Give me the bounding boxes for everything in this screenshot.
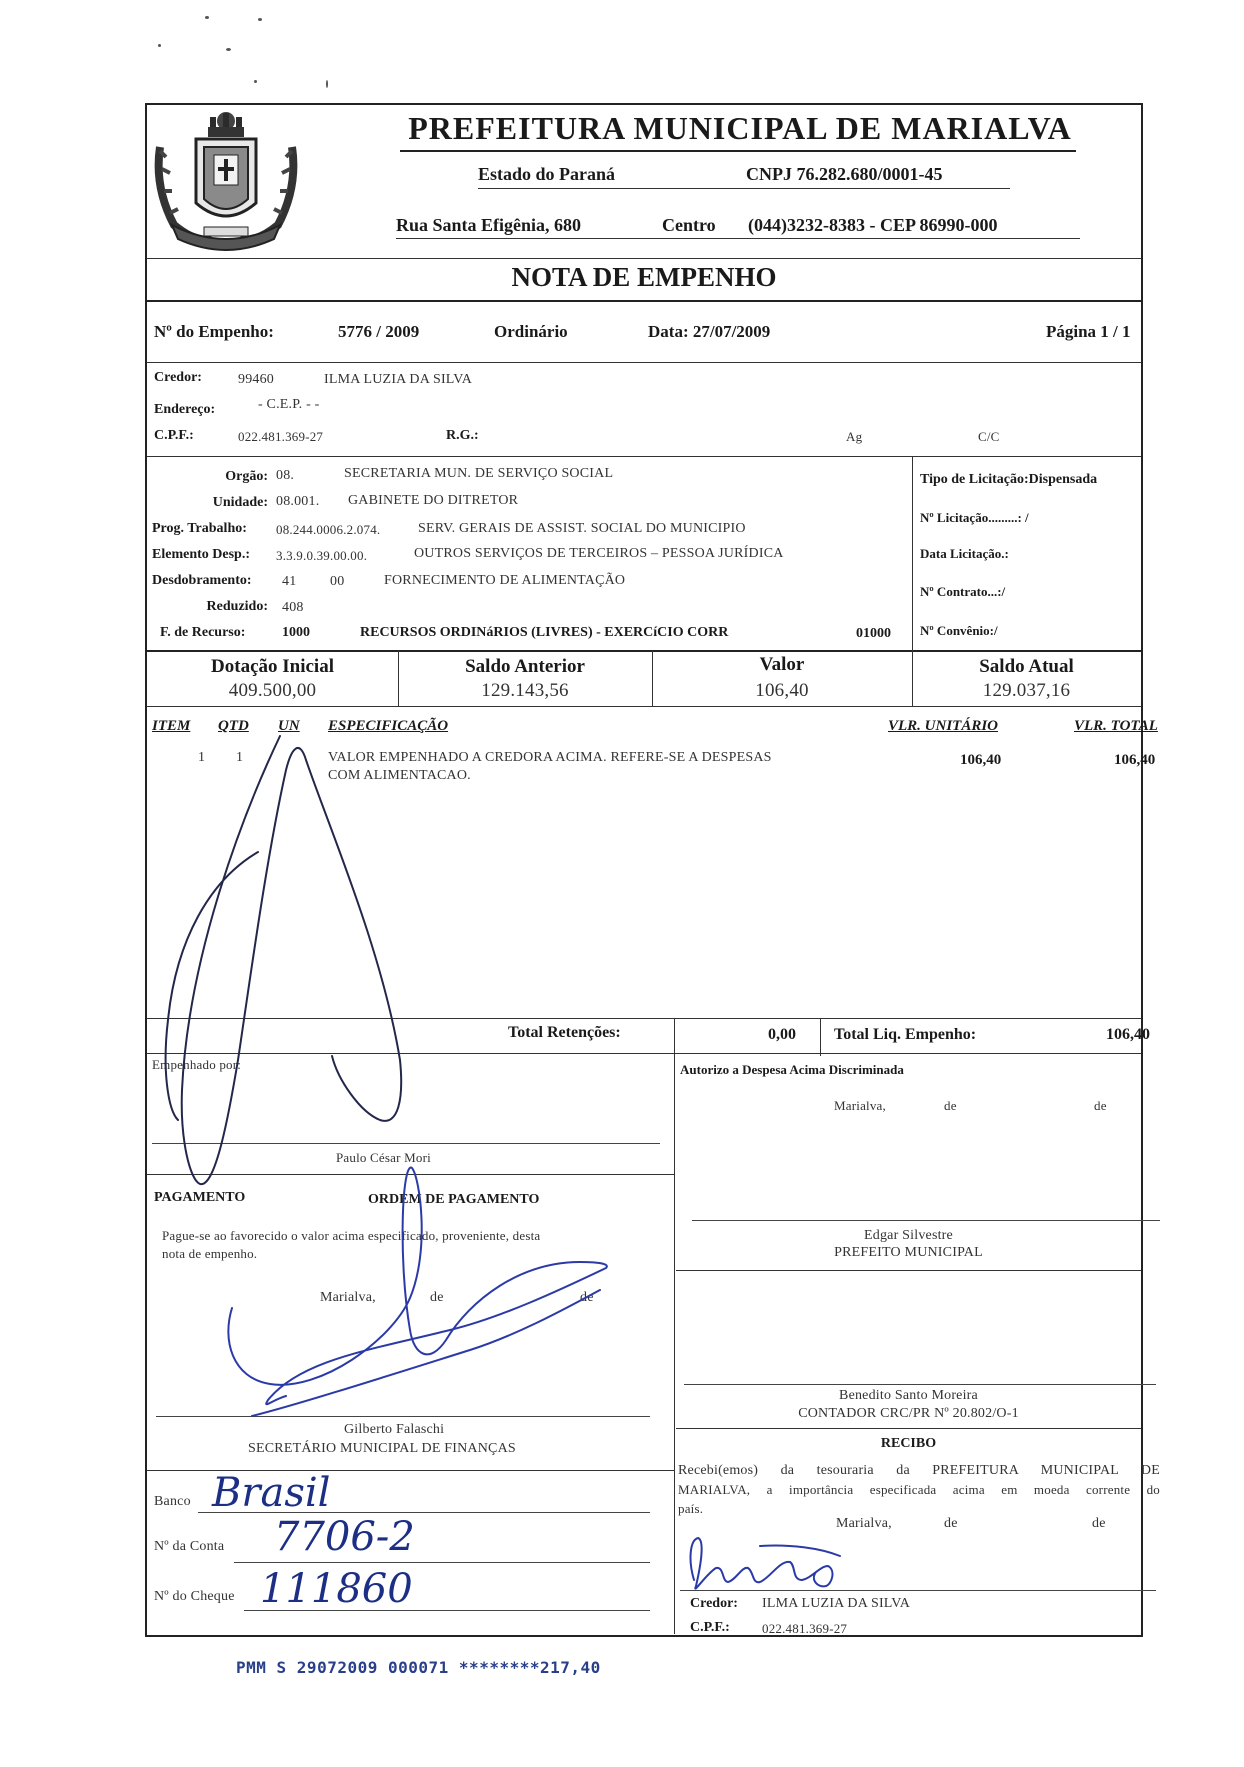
elemento-code: 3.3.9.0.39.00.00. [276,548,368,563]
numero-contrato: Nº Contrato...:/ [920,584,1006,599]
fonte-recurso-extra: 01000 [856,626,891,641]
autorizo-city: Marialva, [834,1098,886,1113]
empenhado-por-label: Empenhado por: [152,1057,242,1072]
cheque-label: Nº do Cheque [154,1589,235,1604]
credor-code: 99460 [238,372,274,387]
scan-speck [326,80,328,88]
totals-divider [674,1018,675,1056]
empenho-number-label: Nº do Empenho: [154,322,274,341]
recibo-de2: de [1092,1516,1106,1531]
items-divider [147,1018,1141,1019]
row-desc-line2: COM ALIMENTACAO. [328,768,471,783]
total-liquido-label: Total Liq. Empenho: [834,1026,977,1043]
elemento-desc: OUTROS SERVIÇOS DE TERCEIROS – PESSOA JURÍDICA [414,546,784,561]
address-street: Rua Santa Efigênia, 680 [396,215,582,235]
row-item: 1 [198,750,206,765]
tipo-licitacao [920,472,1097,488]
dotacao-value: 409.500,00 [228,680,317,701]
signature-col-divider [674,1056,675,1634]
autorizo-de1: de [944,1098,957,1113]
valor-label: Valor [759,654,805,675]
banco-line [198,1512,650,1513]
row-valor-total: 106,40 [1114,752,1156,768]
contador-role: CONTADOR CRC/PR Nº 20.802/O-1 [798,1406,1019,1421]
prefeito-role: PREFEITO MUNICIPAL [834,1245,983,1260]
cheque-value: 111860 [260,1566,413,1612]
col-un: UN [278,718,300,734]
empenhado-por-name: Paulo César Mori [336,1150,431,1165]
recibo-de1: de [944,1516,958,1531]
pagamento-text-line2: nota de empenho. [162,1246,258,1261]
contador-signature-line [684,1384,1156,1385]
processing-stamp: PMM S 29072009 000071 ********217,40 [236,1658,601,1677]
empenho-date: Data: 27/07/2009 [648,322,771,341]
scan-speck [226,48,231,51]
scan-speck [205,16,209,19]
recibo-title: RECIBO [880,1436,937,1451]
prefeito-name: Edgar Silvestre [864,1228,953,1243]
account-label: C/C [978,429,1000,444]
pagamento-de2: de [580,1290,594,1305]
saldo-atual-label: Saldo Atual [979,656,1074,677]
values-divider [147,706,1141,707]
endereco-value: - C.E.P. - - [258,397,320,412]
recibo-credor-name: ILMA LUZIA DA SILVA [762,1596,911,1611]
scan-speck [254,80,257,83]
total-retencoes-value: 0,00 [768,1026,796,1043]
unidade-code: 08.001. [276,494,320,509]
empenhado-signature-line [152,1143,660,1144]
contador-name: Benedito Santo Moreira [839,1388,978,1403]
desdobramento-sub: 00 [330,574,345,589]
state-name: Estado do Paraná [478,164,616,184]
recibo-text-line1: Recebi(emos) da tesouraria da PREFEITURA MUNICIPAL DE [678,1463,1160,1478]
elemento-label: Elemento Desp.: [152,547,250,562]
ordem-pagamento-label: ORDEM DE PAGAMENTO [368,1192,540,1207]
pagamento-label: PAGAMENTO [154,1190,246,1205]
address-underline [396,238,1080,239]
endereco-label: Endereço: [154,402,216,417]
unidade-desc: GABINETE DO DITRETOR [348,493,519,508]
reduzido-value: 408 [282,600,304,615]
col-qtd: QTD [218,718,249,734]
page-indicator: Página 1 / 1 [1046,322,1131,341]
row-desc-line1: VALOR EMPENHADO A CREDORA ACIMA. REFERE-SE A DESPESAS [328,750,772,765]
empenho-type: Ordinário [494,322,568,341]
recibo-cpf-label: C.P.F.: [690,1620,730,1635]
total-retencoes-label: Total Retenções: [508,1024,621,1041]
prefeitura-title: PREFEITURA MUNICIPAL DE MARIALVA [408,110,1072,146]
col-especificacao: ESPECIFICAÇÃO [328,718,449,734]
conta-value: 7706-2 [274,1514,415,1560]
tipo-licitacao-text: Tipo de Licitação:Dispensada [920,472,1098,487]
totals-bottom-line [147,1053,1141,1054]
empenho-number: 5776 / 2009 [338,322,420,341]
fonte-recurso-label: F. de Recurso: [160,625,246,640]
secretario-name: Gilberto Falaschi [344,1422,445,1437]
pagamento-de1: de [430,1290,444,1305]
licitacao-divider [912,456,913,650]
pagamento-text-line1: Pague-se ao favorecido o valor acima especificado, proveniente, desta [162,1228,541,1243]
address-district: Centro [662,215,716,235]
agency-label: Ag [846,429,863,444]
recibo-signature-line [680,1590,1156,1591]
banco-label: Banco [154,1494,191,1509]
dotacao-label: Dotação Inicial [211,656,334,677]
col-item: ITEM [152,718,191,734]
empenho-divider [147,362,1141,363]
col-valor-total: VLR. TOTAL [1074,718,1158,734]
orgao-desc: SECRETARIA MUN. DE SERVIÇO SOCIAL [344,466,614,481]
recibo-cpf-value: 022.481.369-27 [762,1621,848,1636]
desdobramento-code: 41 [282,574,297,589]
col-valor-unitario: VLR. UNITÁRIO [888,718,999,734]
conta-label: Nº da Conta [154,1539,225,1554]
recibo-text-line2: MARIALVA, a importância especificada acima em moeda corrente do [678,1482,1160,1497]
cpf-label: C.P.F.: [154,428,194,443]
credor-name: ILMA LUZIA DA SILVA [324,372,473,387]
autorizo-signature-line [692,1220,1160,1221]
banco-value: Brasil [212,1470,331,1516]
total-liquido-value: 106,40 [1106,1026,1150,1043]
credor-label: Credor: [154,370,202,385]
municipal-coat-of-arms [152,107,300,257]
reduzido-label: Reduzido: [206,599,268,614]
address-phone-cep: (044)3232-8383 - CEP 86990-000 [748,215,998,235]
cpf-value: 022.481.369-27 [238,429,324,444]
prog-trabalho-label: Prog. Trabalho: [152,521,247,536]
scan-speck [258,18,262,21]
classificacao-divider [147,650,1141,652]
pagamento-city: Marialva, [320,1290,376,1305]
secretario-role: SECRETÁRIO MUNICIPAL DE FINANÇAS [248,1441,516,1456]
conta-line [234,1562,650,1563]
desdobramento-label: Desdobramento: [152,573,252,588]
state-underline [478,188,1010,189]
valor-value: 106,40 [755,680,809,701]
autorizo-divider [676,1270,1141,1271]
header-divider [147,258,1141,259]
fonte-recurso-code: 1000 [282,625,310,640]
numero-licitacao: Nº Licitação.........: / [920,510,1029,525]
cheque-line [244,1610,650,1611]
scan-speck [158,44,161,47]
pagamento-signature-line [156,1416,650,1417]
autorizo-de2: de [1094,1098,1107,1113]
row-valor-unitario: 106,40 [960,752,1002,768]
empenhado-divider [147,1174,675,1175]
document-type-title: NOTA DE EMPENHO [511,262,777,292]
title-underline [400,150,1076,152]
autorizo-label: Autorizo a Despesa Acima Discriminada [680,1062,904,1077]
orgao-code: 08. [276,468,295,483]
doc-title-divider [147,300,1141,302]
row-qtd: 1 [236,750,244,765]
saldo-anterior-label: Saldo Anterior [465,656,585,677]
numero-convenio: Nº Convênio:/ [920,623,998,638]
recibo-text-line3: país. [678,1501,704,1516]
unidade-label: Unidade: [212,495,268,510]
rg-label: R.G.: [446,428,479,443]
cnpj: CNPJ 76.282.680/0001-45 [746,164,943,184]
contador-divider [676,1428,1141,1429]
desdobramento-desc: FORNECIMENTO DE ALIMENTAÇÃO [384,573,626,588]
saldo-atual-value: 129.037,16 [982,680,1071,701]
prog-trabalho-desc: SERV. GERAIS DE ASSIST. SOCIAL DO MUNICIPIO [418,521,746,536]
recibo-credor-label: Credor: [690,1596,738,1611]
recibo-city: Marialva, [836,1516,892,1531]
data-licitacao: Data Licitação.: [920,546,1009,561]
prog-trabalho-code: 08.244.0006.2.074. [276,522,381,537]
fonte-recurso-desc: RECURSOS ORDINáRIOS (LIVRES) - EXERCíCIO CORR [360,625,729,640]
credor-divider [147,456,1141,457]
orgao-label: Orgão: [225,469,268,484]
totals-divider [820,1018,821,1056]
saldo-anterior-value: 129.143,56 [481,680,569,701]
